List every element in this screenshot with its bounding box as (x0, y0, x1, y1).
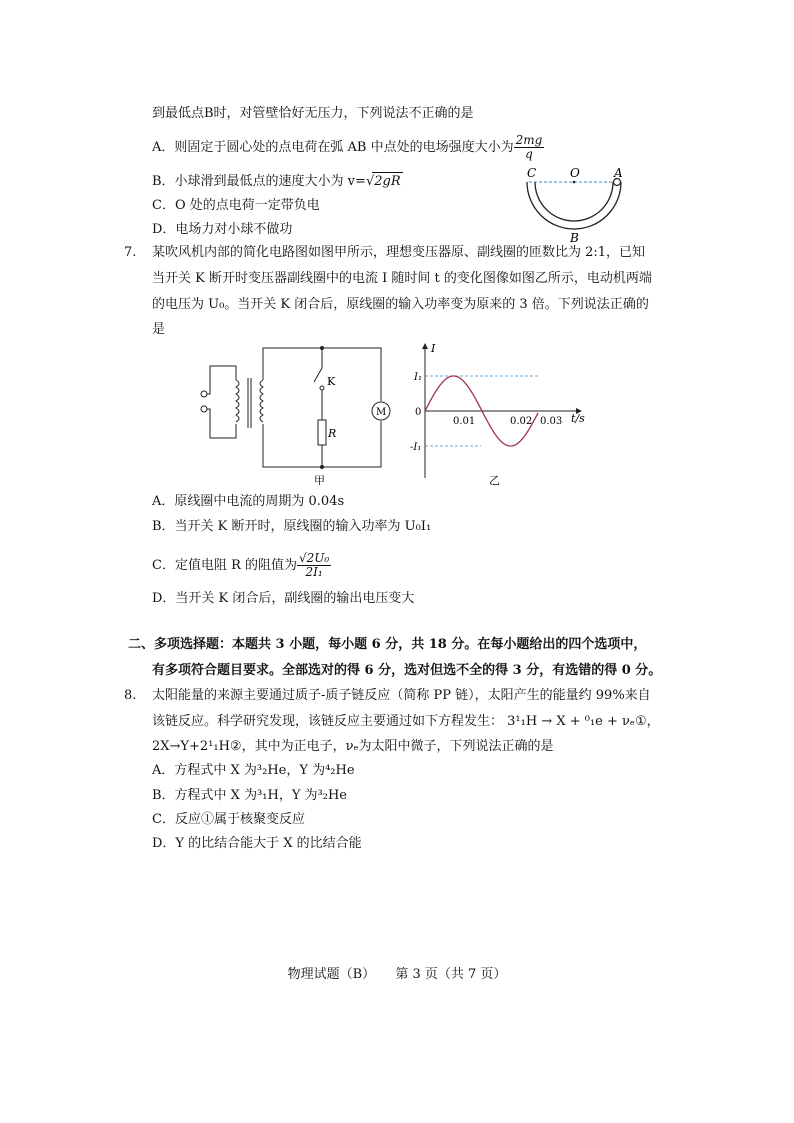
y-tick-bottom: -I₁ (410, 442, 422, 453)
label-o: O (570, 166, 580, 180)
x-tick-1: 0.01 (453, 416, 476, 427)
q6-option-d: D．电场力对小球不做功 (152, 222, 293, 237)
q8-line-2: 该链反应。科学研究发现，该链反应主要通过如下方程发生： 3¹₁H → X + ⁰₁e + νₑ①， (152, 714, 660, 729)
q6-option-b: B．小球滑到最低点的速度大小为 v=√2gR (152, 174, 401, 189)
motor-label: M (376, 407, 387, 418)
current-graph (395, 340, 595, 488)
q8-number: 8. (124, 688, 137, 703)
resistor-label: R (328, 427, 337, 440)
section-2-heading-line-1: 二、多项选择题：本题共 3 小题，每小题 6 分，共 18 分。在每小题给出的四个选项中， (128, 637, 647, 652)
label-c: C (527, 166, 537, 180)
x-tick-2: 0.02 (510, 416, 533, 427)
switch-label: K (327, 375, 336, 388)
resistor-symbol (318, 420, 326, 445)
q8-line-1: 太阳能量的来源主要通过质子-质子链反应（简称 PP 链），太阳产生的能量约 99%来自 (152, 688, 651, 703)
q6-option-a-text: A．则固定于圆心处的点电荷在弧 AB 中点处的电场强度大小为 (152, 140, 514, 155)
q7-line-2: 当开关 K 断开时变压器副线圈中的电流 I 随时间 t 的变化图像如图乙所示，电动机两端 (152, 271, 652, 286)
x-axis-label: t/s (571, 412, 585, 425)
footer-page-number: 第 3 页（共 7 页） (395, 967, 507, 982)
input-terminal-top (201, 391, 207, 397)
inner-arc (535, 182, 613, 221)
label-b: B (570, 231, 579, 244)
fraction-numerator: √2U₀ (299, 551, 330, 565)
x-tick-3: 0.03 (540, 416, 563, 427)
circuit-diagram (192, 342, 392, 487)
q8-line-3: 2X→Y+2¹₁H②，其中为正电子，νₑ为太阳中微子，下列说法正确的是 (152, 739, 554, 754)
q7-option-c-fraction (297, 552, 331, 579)
q7-line-4: 是 (152, 322, 166, 337)
primary-coil (236, 380, 239, 422)
center-point (573, 181, 576, 184)
q6-option-c: C．O 处的点电荷一定带负电 (152, 198, 320, 213)
outer-arc (527, 182, 621, 229)
fraction-denominator: 2I₁ (305, 565, 323, 579)
q8-option-c: C．反应①属于核聚变反应 (152, 812, 305, 827)
q7-line-1: 某吹风机内部的简化电路图如图甲所示，理想变压器原、副线圈的匝数比为 2:1，已知 (152, 245, 646, 260)
graph-caption: 乙 (489, 474, 500, 487)
tube-figure (515, 162, 635, 244)
q8-option-a: A．方程式中 X 为³₂He，Y 为⁴₂He (152, 763, 355, 778)
y-tick-zero: 0 (415, 407, 422, 418)
q7-option-c (152, 552, 331, 579)
q7-line-3: 的电压为 U₀。当开关 K 闭合后，原线圈的输入功率变为原来的 3 倍。下列说法正确的 (152, 297, 649, 312)
q7-option-b: B．当开关 K 断开时，原线圈的输入功率为 U₀I₁ (152, 519, 432, 534)
q7-option-a: A．原线圈中电流的周期为 0.04s (152, 494, 345, 509)
label-a: A (614, 166, 623, 180)
q8-option-d: D．Y 的比结合能大于 X 的比结合能 (152, 836, 362, 851)
footer-subject: 物理试题（B） (287, 967, 376, 982)
input-terminal-bottom (201, 406, 207, 412)
circuit-caption: 甲 (314, 474, 325, 487)
q8-option-b: B．方程式中 X 为³₁H，Y 为³₂He (152, 788, 348, 803)
q6-option-a-fraction (514, 134, 545, 161)
page-footer (0, 963, 794, 982)
q6-intro: 到最低点B时，对管壁恰好无压力，下列说法不正确的是 (152, 106, 474, 121)
y-axis-label: I (431, 342, 436, 355)
q7-option-c-text: C．定值电阻 R 的阻值为 (152, 558, 297, 573)
q7-option-d: D．当开关 K 闭合后，副线圈的输出电压变大 (152, 591, 415, 606)
q6-option-b-text: B．小球滑到最低点的速度大小为 v= (152, 174, 366, 189)
fraction-numerator: 2mg (515, 133, 543, 147)
y-tick-top: I₁ (414, 372, 422, 383)
section-2-heading-line-2: 有多项符合题目要求。全部选对的得 6 分，选对但选不全的得 3 分，有选错的得 0 分。 (152, 663, 662, 678)
switch-contact (320, 386, 324, 390)
switch-blade (314, 368, 322, 382)
q7-number: 7. (124, 245, 137, 260)
fraction-denominator: q (525, 147, 533, 161)
q6-option-b-sqrt: 2gR (374, 174, 401, 189)
secondary-coil (260, 380, 263, 422)
q6-option-a (152, 134, 544, 161)
